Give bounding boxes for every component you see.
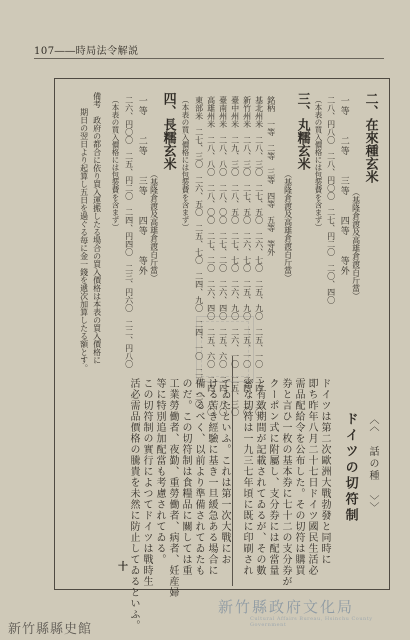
article-tag: 〈〈 話の種 〉〉 <box>367 414 378 514</box>
section-3-row: 基北州米 二八、三〇 二七、五〇 二六、七〇 二五、九〇 二五、一〇 二四、三〇 <box>254 96 264 416</box>
article-line: この切符制の實行によつてドイツは戰時生 <box>141 378 152 587</box>
section-4-grades: 一等 二等 三等 四等 等外 <box>136 96 147 276</box>
article-line: 需品配給令を公布した。その切符は購買 <box>293 378 304 576</box>
section-2-title: 二、在來種玄米 <box>362 92 378 183</box>
brush-signature: 新竹縣縣史館 <box>8 622 93 637</box>
page-mark: 十 <box>118 562 128 573</box>
header-rule <box>34 58 384 59</box>
article-line: 即ち昨年八月二十七日ドイツ國民生活必 <box>306 378 317 576</box>
section-3-note: （本表の買入價格には包裝費を含まず） <box>181 96 190 231</box>
section-2-grades: 一等 二等 三等 四等 等外 <box>338 96 349 276</box>
section-4-title: 四、長糯玄米 <box>160 92 176 170</box>
section-3-row-header: 銘柄 一等 二等 三等 四等 五等 等外 <box>266 96 276 256</box>
article-line: 備へるべく、以前より準備されてゐたも <box>193 378 204 576</box>
section-2-subtitle: （基隆倉渡及高雄倉渡百斤當） <box>351 188 361 300</box>
section-3-subtitle: （基隆倉渡及高雄倉渡百斤當） <box>283 170 293 282</box>
remarks-line-2: 期日の翌日より起算し五日を過ぐる毎に金一錢を遞次加算したる額とす。 <box>79 92 89 372</box>
article-line: ドイツは第二次歐洲大戰勃發と同時に <box>319 378 330 565</box>
watermark-text: 新竹縣政府文化局 <box>218 598 355 616</box>
section-2-prices: 二八、円八〇 二八、円〇〇 二七、円二〇 二〇、四〇 <box>326 96 336 304</box>
article-line: 券と言ひ一枚の基本券に七十二の支分券が <box>280 378 291 587</box>
article-line: てゐたといふ。これは第一次大戰にお <box>219 378 230 565</box>
article-line: 工業勞働者、夜勤、重勞働者、病者、妊産婦 <box>167 378 178 598</box>
page-header: 107――時局法令解説 <box>34 46 139 57</box>
article-line: のだ。この切符制は食糧品に關しては重 <box>180 378 191 576</box>
article-line: クーポン式に附屬し、支分券には配當量 <box>267 378 278 576</box>
article-line: ける苦き經驗に基き一旦緩急ある場合に <box>206 378 217 576</box>
article-title: ドイツの切符制 <box>342 412 358 524</box>
section-3-row: 高雄州米 二八、八〇 二八、〇〇 二七、二〇 二六、四〇 二五、六〇 二四、八〇 <box>206 96 216 416</box>
remarks-line-1: 備考 政府の都合に依り買入運搬したる場合の買入價格は本表の買入價格に <box>92 92 102 364</box>
section-3-row: 臺南州米 二八、八〇 二八、〇〇 二七、二〇 二六、四〇 二五、六〇 二四、八〇 <box>218 96 228 416</box>
article-line: 等に特別追加配當も考慮されてゐる。 <box>154 378 165 565</box>
section-4-subtitle: （基隆倉渡及高雄倉渡百斤當） <box>149 170 159 282</box>
section-3-row: 東部米 二七、三〇 二六、五〇 二五、七〇 二四、九〇 二四、一〇 二三、三〇 <box>194 96 204 408</box>
section-3-title: 三、丸糯玄米 <box>294 92 310 170</box>
article-line: と有效期間が記載されてゐるが、その數 <box>254 378 265 576</box>
section-3-row: 臺中州米 二九、三〇 二八、五〇 二七、七〇 二六、九〇 二六、一〇 二五、三〇 <box>230 96 240 416</box>
article-line: 活必需品價格の騰貴を未然に防止してゐるといふ。 <box>128 378 139 631</box>
section-3-row: 新竹州米 二八、三〇 二七、五〇 二六、七〇 二五、九〇 二五、一〇 二四、三〇 <box>242 96 252 416</box>
article-line: 密な切符は一九三七年頃に既に印刷され <box>241 378 252 576</box>
section-2-note: （本表の買入價格には包裝費を含まず） <box>314 96 323 231</box>
section-4-prices: 二六、円〇〇 二五、円二〇 二四、円四〇 二三、円六〇 二二、円八〇 <box>124 96 134 368</box>
watermark-english: Cultural Affairs Bureau, Hsinchu County Government <box>250 616 373 628</box>
section-4-note: （本表の買入價格には包裝費を含まず） <box>111 96 120 231</box>
